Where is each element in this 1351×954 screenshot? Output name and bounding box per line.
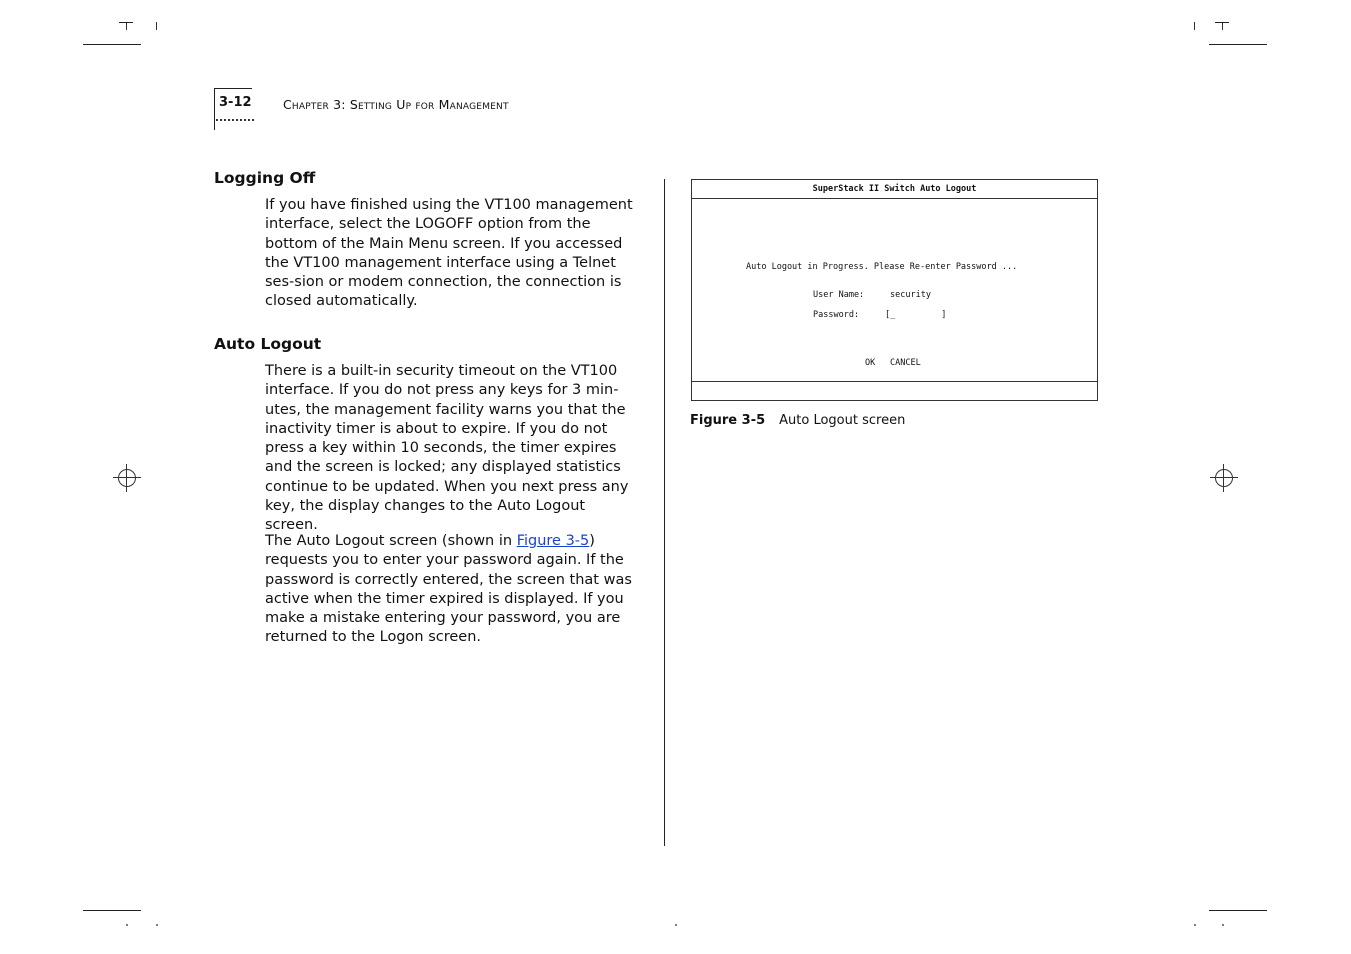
- crop-line-top-right: [1209, 44, 1267, 45]
- crop-line-top-left: [83, 44, 141, 45]
- paragraph-text: ) requests you to enter your password again. If the password is correctly entered, the screen that was active when the timer expired is displayed. If you make a mistake entering your password, you are returned to the Logon screen.: [265, 533, 632, 646]
- crop-dot: [1194, 924, 1196, 926]
- paragraph-text: The Auto Logout screen (shown in: [265, 533, 517, 549]
- terminal-title-bar: SuperStack II Switch Auto Logout: [692, 180, 1097, 199]
- paragraph-auto-logout-2: [265, 532, 635, 648]
- cancel-button[interactable]: CANCEL: [890, 358, 921, 368]
- crop-tick: [1222, 22, 1223, 30]
- crop-tick: [126, 22, 127, 30]
- registration-mark-left: [113, 464, 141, 492]
- section-heading-auto-logout: Auto Logout: [214, 335, 322, 353]
- crop-dot: [126, 924, 128, 926]
- crop-dot: [675, 924, 677, 926]
- terminal-status-divider: [692, 381, 1097, 382]
- crop-tick: [1194, 22, 1195, 30]
- page-number-frame: [214, 88, 215, 130]
- column-divider: [664, 179, 665, 846]
- auto-logout-message: Auto Logout in Progress. Please Re-enter Password ...: [746, 262, 1018, 272]
- password-label: Password:: [813, 310, 860, 320]
- paragraph-auto-logout-1: There is a built-in security timeout on the VT100 interface. If you do not press any keys for 3 min-utes, the management facility warns you that the inactivity timer is about to expire. If you do not press a key within 10 seconds, the timer expires and the screen is locked; any displayed statistics continue to be updated. When you next press any key, the display changes to the Auto Logout screen.: [265, 363, 629, 534]
- figure-caption-text: Auto Logout screen: [779, 413, 906, 428]
- figure-caption-number: Figure 3-5: [690, 413, 766, 428]
- page-number: 3-12: [219, 95, 252, 110]
- page-number-frame: [214, 88, 252, 89]
- crop-line-bottom-right: [1209, 910, 1267, 911]
- figure-caption: [690, 413, 905, 428]
- crop-dot: [1222, 924, 1224, 926]
- password-field[interactable]: [_ ]: [885, 310, 947, 320]
- crop-tick: [1215, 22, 1229, 23]
- page-number-dots: [216, 119, 254, 125]
- crop-line-bottom-left: [83, 910, 141, 911]
- user-name-value: security: [890, 290, 931, 300]
- section-heading-logging-off: Logging Off: [214, 169, 316, 187]
- user-name-label: User Name:: [813, 290, 865, 300]
- auto-logout-screen-figure: [691, 179, 1098, 401]
- crop-tick: [156, 22, 157, 30]
- ok-button[interactable]: OK: [865, 358, 876, 368]
- paragraph-logging-off: If you have finished using the VT100 management interface, select the LOGOFF option from the bottom of the Main Menu screen. If you accessed the VT100 management interface using a Telnet ses-sion or modem connection, the connection is closed automatically.: [265, 197, 633, 310]
- registration-mark-right: [1210, 464, 1238, 492]
- crop-tick: [119, 22, 133, 23]
- figure-3-5-link[interactable]: Figure 3-5: [516, 533, 590, 549]
- chapter-title: Chapter 3: Setting Up for Management: [283, 97, 509, 112]
- crop-dot: [156, 924, 158, 926]
